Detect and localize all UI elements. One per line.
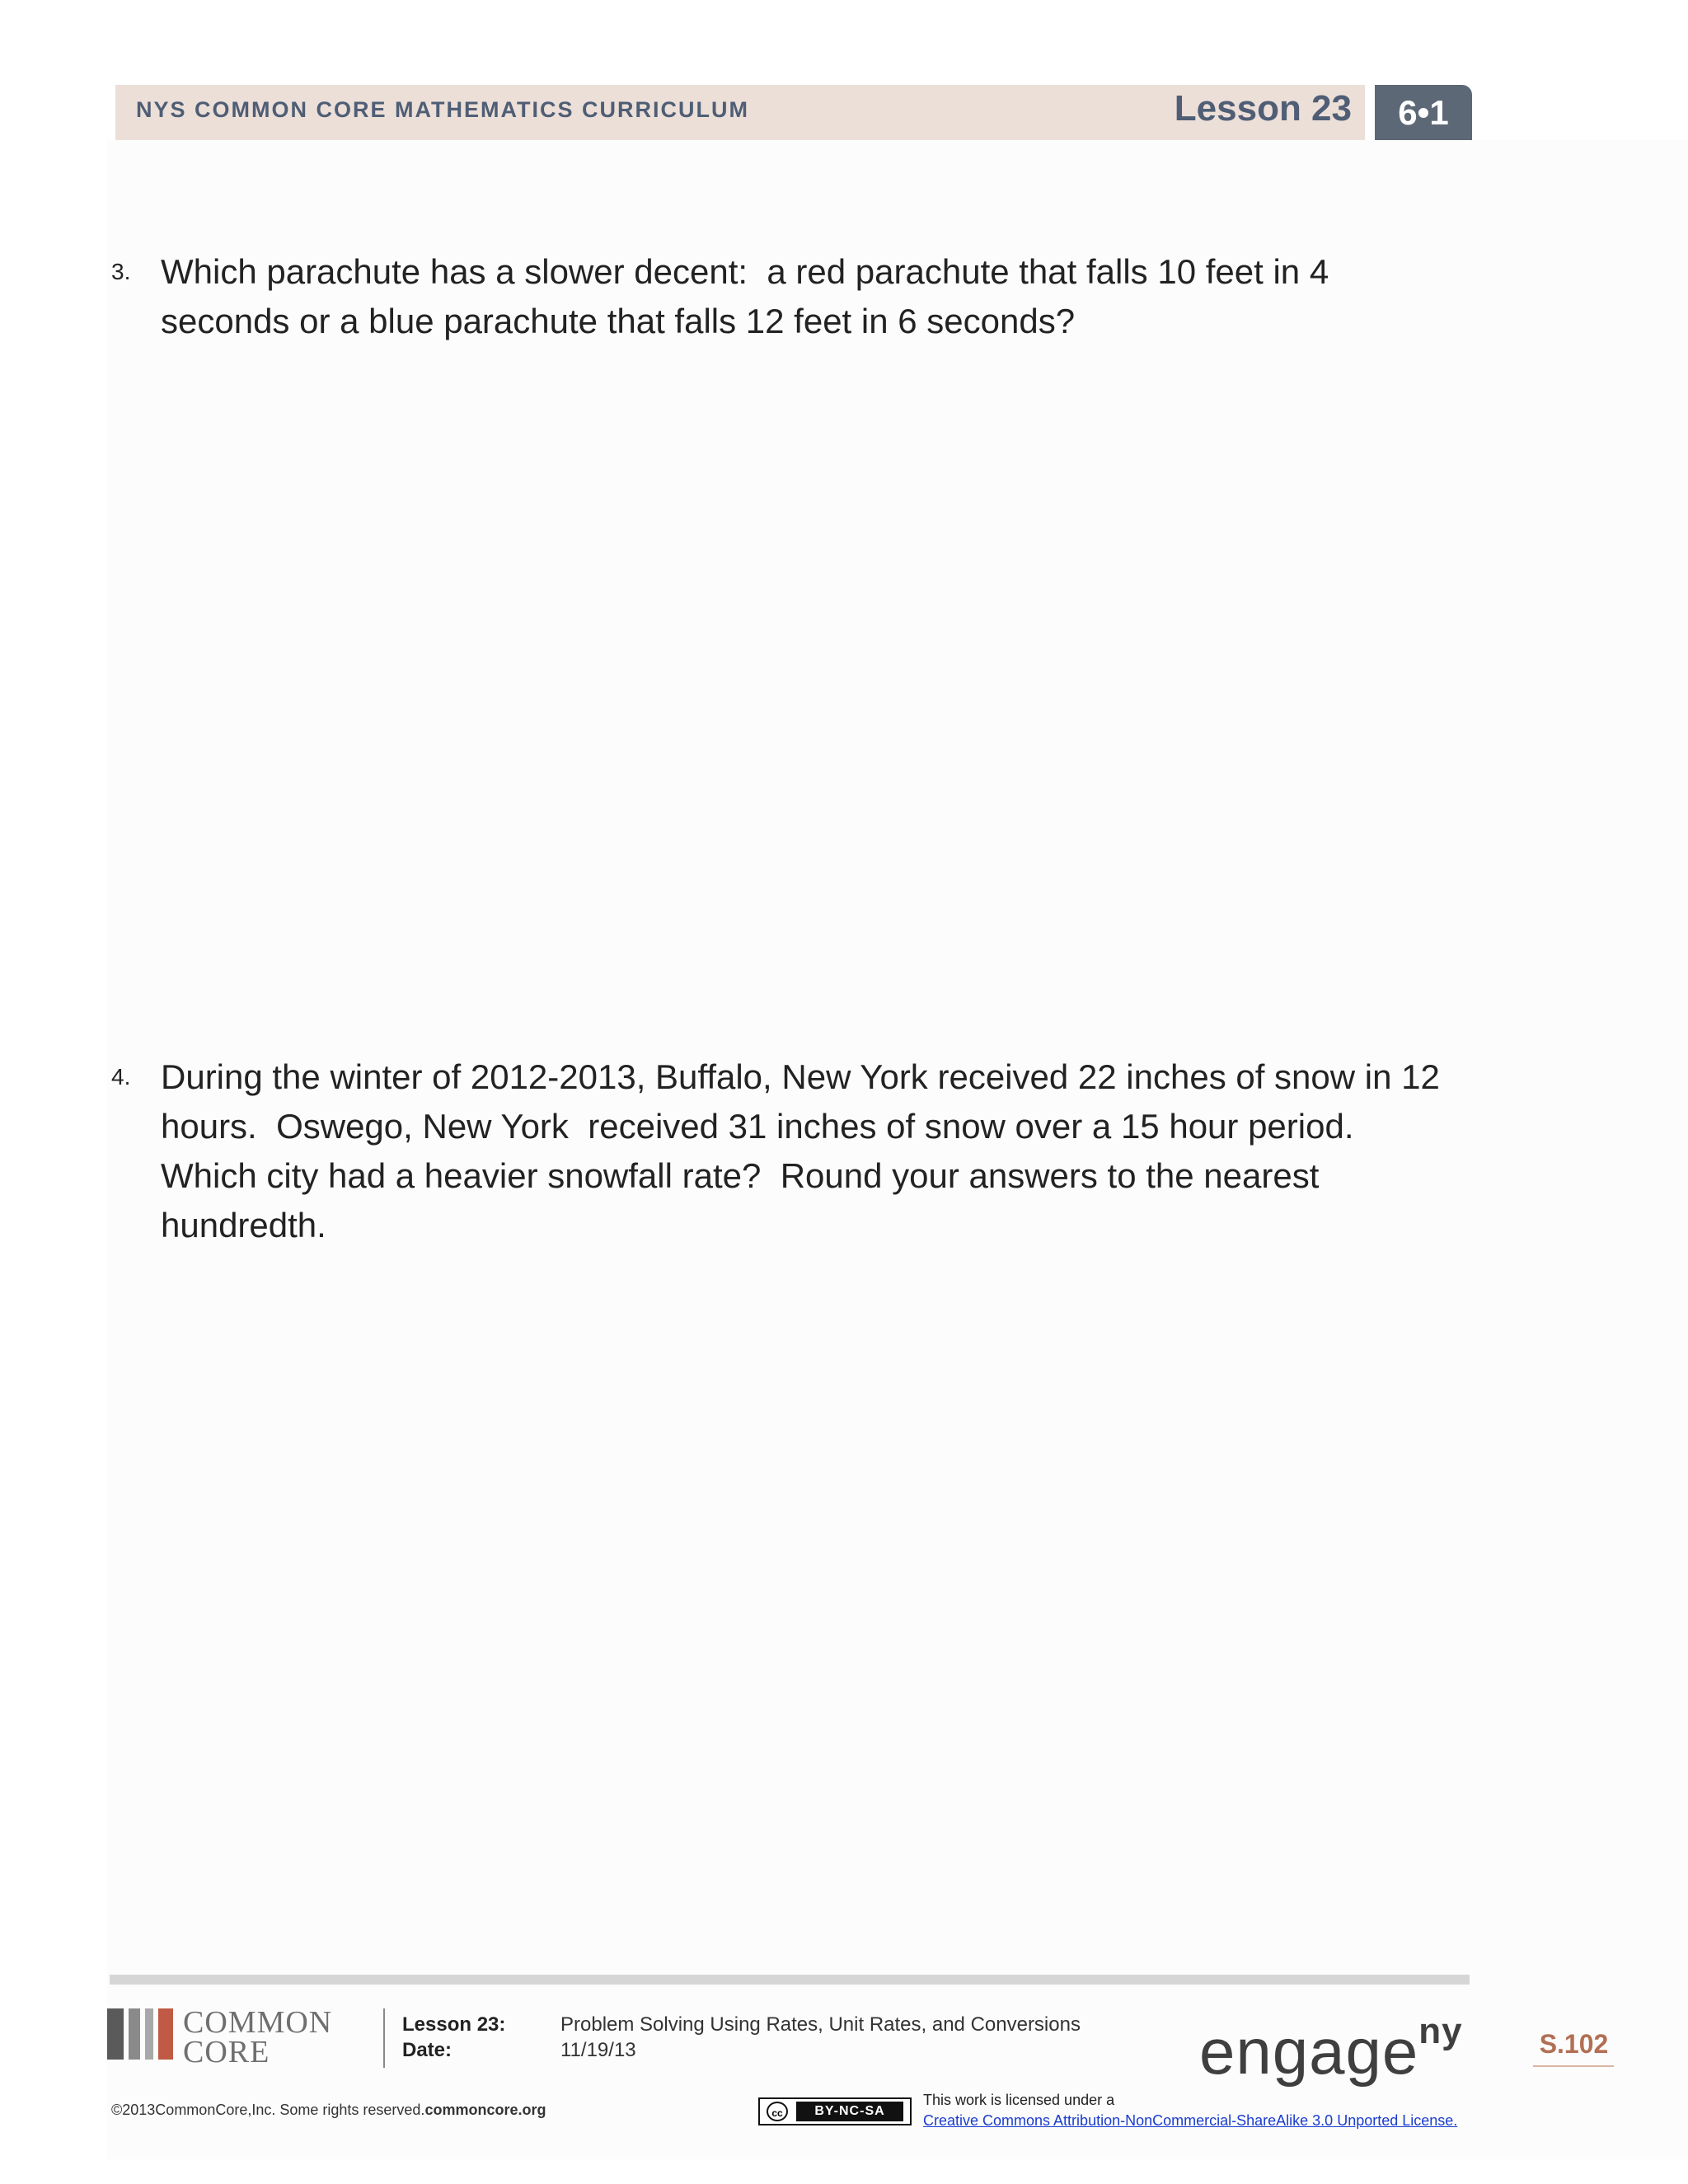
cc-license-badge[interactable] <box>758 2097 912 2125</box>
copyright-site: commoncore.org <box>424 2102 546 2118</box>
grade-module-badge: 6•1 <box>1375 85 1472 140</box>
engageny-logo <box>1199 2003 1463 2088</box>
common-core-logo <box>107 2005 363 2070</box>
lesson-title: Lesson 23 <box>1174 88 1352 129</box>
page-number-underline <box>1533 2065 1614 2067</box>
engage-word: engage <box>1199 2015 1419 2088</box>
problem-text: Which parachute has a slower decent: a red parachute that falls 10 feet in 4 seconds or a blue parachute that falls 12 feet in 6 seconds? <box>161 252 1329 340</box>
license-text: This work is licensed under a <box>923 2092 1115 2108</box>
page-number: S.102 <box>1539 2029 1609 2059</box>
problem-number: 4. <box>111 1064 131 1090</box>
copyright-text: ©2013CommonCore,Inc. Some rights reserved. <box>111 2102 425 2118</box>
footer-date-label: Date: <box>402 2039 452 2061</box>
footer-divider <box>383 2008 385 2068</box>
curriculum-title: NYS COMMON CORE MATHEMATICS CURRICULUM <box>136 97 749 122</box>
cc-license-tag: BY-NC-SA <box>796 2102 903 2121</box>
problem-text: During the winter of 2012-2013, Buffalo, New York received 22 inches of snow in 12 hours. Oswego, New York received 31 inches of snow over a 15 hour period. Which city had a heavier snowfall rate? Round your answers to the nearest hundredth. <box>161 1057 1440 1244</box>
license-link[interactable]: Creative Commons Attribution-NonCommercial-ShareAlike 3.0 Unported License. <box>923 2112 1458 2129</box>
footer-lesson-title: Problem Solving Using Rates, Unit Rates, and Conversions <box>560 2013 1081 2036</box>
footer-lesson-label: Lesson 23: <box>402 2013 506 2036</box>
cc-icon: cc <box>767 2102 788 2121</box>
logo-text-core: CORE <box>183 2035 270 2069</box>
footer-rule <box>110 1975 1470 1985</box>
logo-text-common: COMMON <box>183 2005 333 2040</box>
footer-date-value: 11/19/13 <box>560 2039 636 2061</box>
ny-suffix: ny <box>1418 2011 1463 2051</box>
problem-number: 3. <box>111 259 131 284</box>
copyright <box>111 2102 546 2119</box>
